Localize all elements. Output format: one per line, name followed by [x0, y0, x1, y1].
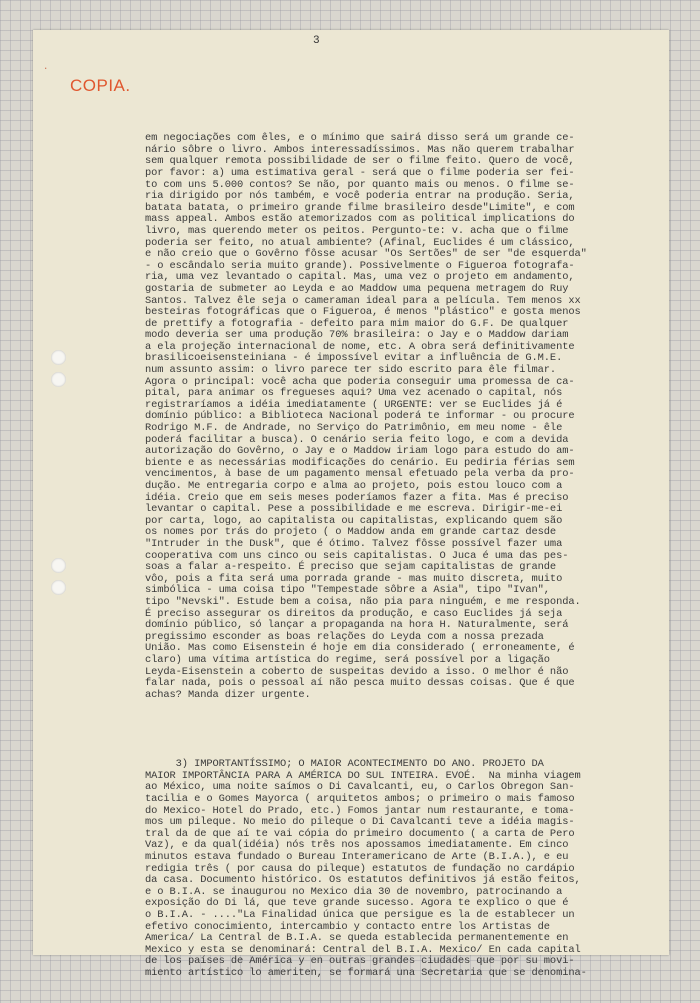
text-line: Leyda-Eisenstein a coberto de suspeitas devido a isso. O melhor é não: [145, 665, 569, 678]
text-line: brasilicoeisensteiniana - é impossível evitar a influência de G.M.E.: [145, 352, 563, 365]
text-line: vôo, pois a fita será uma porrada grande - mas muito discreta, muito: [145, 572, 563, 585]
text-line: União. Mas como Eisenstein é hoje em dia considerado ( erroneamente, é: [145, 642, 575, 655]
text-line: sem qualquer remota possibilidade de ser o filme feito. Quero de você,: [145, 155, 575, 168]
text-line: em negociações com êles, e o mínimo que sairá disso será um grande ce-: [145, 132, 575, 145]
text-line: por favor: a) uma estimativa geral - será que o filme poderia ser fei-: [145, 166, 575, 179]
text-line: domínio público, só lançar a propaganda na hora H. Naturalmente, será: [145, 619, 569, 632]
text-line: registraríamos a idéia imediatamente ( URGENTE: ver se Euclides já é: [145, 398, 563, 411]
text-line: mass appeal. Ambos estão atemorizados com as political implications do: [145, 213, 575, 226]
text-line: mos um pileque. No meio do pileque o Di Cavalcanti teve a idéia magis-: [145, 816, 575, 829]
text-line: falar nada, pois o pessoal aí não pesca muito dessas coisas. Que é que: [145, 677, 575, 690]
text-line: pital, para animar os fregueses aqui? Uma vez acenado o capital, nós: [145, 387, 563, 400]
punch-hole: [51, 558, 66, 573]
text-line: simbólica - uma coisa tipo "Tempestade sôbre a Asia", tipo "Ivan",: [145, 584, 550, 597]
text-line: besteiras fotográficas que o Figueroa, é menos "plástico" e gosta menos: [145, 306, 581, 319]
text-line: os nomes por trás do projeto ( o Maddow anda em grande cartaz desde: [145, 526, 557, 539]
text-line: de los países de América y en outras grandes ciudades que por su movi-: [145, 955, 575, 968]
paragraph-1: [145, 133, 657, 701]
text-line: efetivo conocimiento, intercambio y contacto entre los Artistas de: [145, 920, 550, 933]
text-line: Mexico y esta se denominará: Central del B.I.A. Mexico/ En cada capital: [145, 943, 581, 956]
paragraph-gap: [145, 724, 657, 736]
text-line: levantar o capital. Pese a possibilidade e me escreva. Dirigir-me-ei: [145, 503, 563, 516]
text-line: minutos estava fundado o Bureau Interamericano de Arte (B.I.A.), e eu: [145, 851, 569, 863]
text-line: - o escândalo seria muito grande). Possivelmente o Figueroa fotografa-: [145, 259, 575, 272]
text-line: poderia ser feito, no atual ambiente? (Afinal, Euclides é um clássico,: [145, 236, 575, 249]
text-line: exposição do Di lá, que teve grande sucesso. Agora te explico o que é: [145, 897, 569, 910]
text-line: do Mexico- Hotel do Prado, etc.) Fomos jantar num restaurante, e toma-: [145, 804, 575, 817]
letter-body: [145, 110, 657, 1003]
text-line: modo deveria ser uma produção 70% brasileira: o Jay e o Maddow dariam: [145, 329, 569, 342]
text-line: a ela projeção internacional de nome, etc. A obra será definitivamente: [145, 340, 575, 353]
text-line: o B.I.A. - ...."La Finalidad única que persigue es la de establecer un: [145, 908, 575, 921]
text-line: Rodrigo M.F. de Andrade, no Serviço do Patrimônio, em meu nome - êle: [145, 422, 563, 435]
pencil-mark: ·: [43, 64, 49, 74]
text-line: tacilia e o Gomes Mayorca ( arquitetos ambos; o primeiro o mais famoso: [145, 793, 575, 806]
text-line: miento artístico lo ameriten, se formará una Secretaria que se denomina-: [145, 966, 587, 979]
text-line: da casa. Documento histórico. Os estatutos definitivos já estão feitos,: [145, 874, 581, 887]
text-line: MAIOR IMPORTÂNCIA PARA A AMÉRICA DO SUL INTEIRA. EVOÉ. Na minha viagem: [145, 769, 581, 782]
text-line: America/ La Central de B.I.A. se queda establecida permanentemente en: [145, 932, 569, 945]
text-line: ria, uma vez levantado o capital. Mas, uma vez o projeto em andamento,: [145, 271, 575, 284]
text-line: tral da de que aí te vai cópia do primeiro documento ( a carta de Pero: [145, 827, 575, 840]
text-line: idéia. Creio que em seis meses poderíamos fazer a fita. Mas é preciso: [145, 491, 569, 504]
text-line: dução. Me entregaria corpo e alma ao projeto, pois estou louco com a: [145, 480, 563, 492]
paragraph-2: [145, 759, 657, 979]
text-line: num assunto assim: o livro parece ter sido escrito para êle filmar.: [145, 364, 557, 377]
page-number: 3: [313, 35, 320, 47]
text-line: e não creio que o Govêrno fôsse acusar "Os Sertões" de ser "de esquerda": [145, 248, 587, 261]
text-line: pregissimo esconder as boas relações do Leyda com a nossa prezada: [145, 630, 544, 643]
text-line: e o B.I.A. se inaugurou no Mexico dia 30 de novembro, patrocinando a: [145, 885, 563, 898]
text-line: ao México, uma noite saímos o Di Cavalcanti, eu, o Carlos Obregon San-: [145, 781, 575, 794]
text-line: É preciso assegurar os direitos da produção, e caso Euclides já seja: [145, 607, 563, 620]
text-line: de prettify a fotografia - defeito para mim maior do G.F. De qualquer: [145, 317, 569, 330]
text-line: biente e as necessárias modificações do cenário. Eu pediria férias sem: [145, 456, 575, 469]
text-line: por carta, logo, ao capitalista ou capitalistas, explicando quem são: [145, 514, 563, 527]
text-line: Santos. Talvez êle seja o cameraman ideal para a película. Tem menos xx: [145, 294, 581, 307]
document-page: [33, 30, 669, 979]
text-line: soas a falar a-respeito. É preciso que sejam capitalistas de grande: [145, 561, 557, 574]
text-line: Vaz), e da qual(idéia) nós três nos apossamos imediatamente. Em cinco: [145, 839, 569, 852]
text-line: autorização do Govêrno, o Jay e o Maddow iriam logo para estudo do am-: [145, 445, 575, 458]
text-line: livro, mas querendo meter os peitos. Pergunto-te: v. acha que o filme: [145, 224, 569, 237]
text-line: vencimentos, à base de um pagamento mensal efetuado pela verba da pro-: [145, 468, 575, 481]
text-line: nário sôbre o livro. Ambos interessadíssimos. Mas não querem trabalhar: [145, 143, 575, 156]
punch-hole: [51, 580, 66, 595]
text-line: claro) uma vítima artística do regime, será possível por a ligação: [145, 653, 550, 666]
copia-stamp: COPIA.: [70, 76, 131, 95]
text-line: gostaria de submeter ao Leyda e ao Maddow uma pequena metragem do Ruy: [145, 282, 569, 295]
text-line: cooperativa com uns cinco ou seis capitalistas. O Juca é uma das pes-: [145, 549, 569, 562]
text-line: to com uns 5.000 contos? Se não, por quanto mais ou menos. O filme se-: [145, 178, 575, 191]
text-line: redigia três ( por causa do pileque) estatutos de fundação no cardápio: [145, 862, 575, 875]
text-line: tipo "Nevski". Estude bem a coisa, não pia para ninguém, e me responda.: [145, 595, 581, 608]
text-line: achas? Manda dizer urgente.: [145, 688, 311, 701]
text-line: 3) IMPORTANTÍSSIMO; O MAIOR ACONTECIMENTO DO ANO. PROJETO DA: [145, 758, 544, 771]
text-line: batata batata, o primeiro grande filme brasileiro desde"Limite", e com: [145, 201, 575, 214]
text-line: ria dirigido por nós também, e você poderia entrar na produção. Seria,: [145, 190, 575, 203]
text-line: domínio público: a Biblioteca Nacional poderá te informar - ou procure: [145, 410, 575, 423]
punch-hole: [51, 372, 66, 387]
text-line: poderá facilitar a busca). O cenário seria feito logo, e com a devida: [145, 433, 569, 446]
punch-hole: [51, 350, 66, 365]
text-line: Agora o principal: você acha que poderia conseguir uma promessa de ca-: [145, 375, 575, 388]
text-line: "Intruder in the Dusk", que é ótimo. Talvez fôsse possível fazer uma: [145, 537, 563, 550]
